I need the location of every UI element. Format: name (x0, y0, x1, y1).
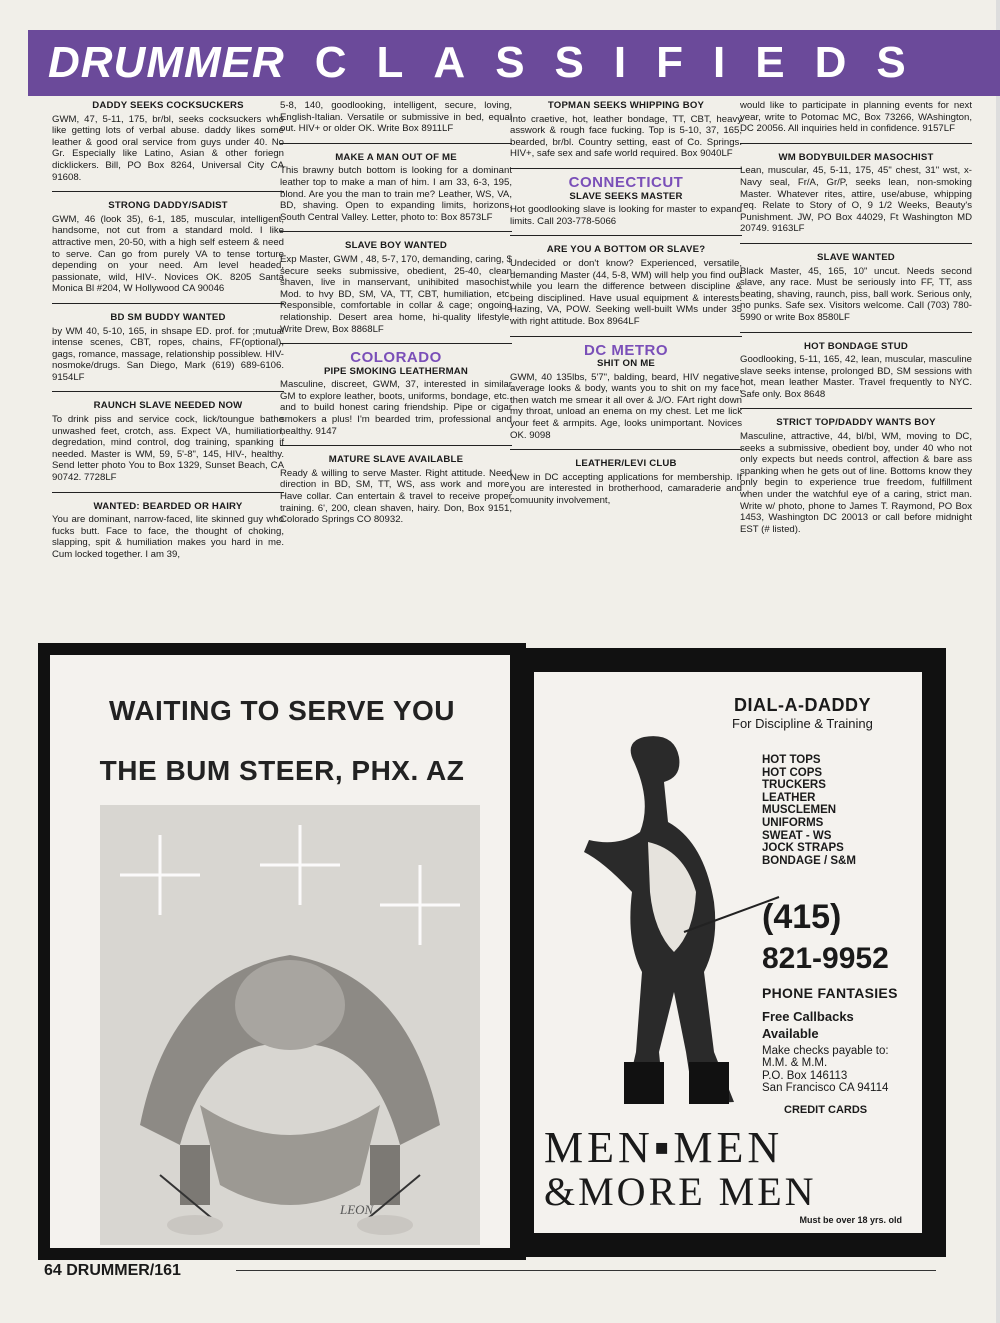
fantasy-list-item: UNIFORMS (762, 816, 824, 829)
fantasy-list-item: JOCK STRAPS (762, 842, 844, 855)
ad-separator (510, 168, 742, 169)
classifieds-banner (28, 30, 1000, 96)
classified-ad-title: HOT BONDAGE STUD (804, 340, 908, 352)
classified-ad-body: Masculine, discreet, GWM, 37, interested in similar GM to explore leather, boots, uniforms, bondage, etc., and to build honest caring friendship. Pipe or cigar smokers a plus! I'm bearded trim, professional and healthy. 9147 (280, 379, 512, 437)
region-heading: COLORADO (350, 349, 442, 367)
fantasy-list (762, 754, 856, 867)
mailing-address (762, 1045, 889, 1095)
classified-ad (280, 454, 512, 526)
bum-steer-headline: WAITING TO SERVE YOU (108, 695, 456, 726)
classified-ad-title: ARE YOU A BOTTOM OR SLAVE? (546, 244, 706, 256)
dial-a-daddy-title: DIAL-A-DADDY (734, 695, 871, 715)
classified-ad-body: Undecided or don't know? Experienced, versatile, demanding Master (44, 5-8, WM) will help you find out while you learn the difference between discipline & being disciplined. Have usual equipment & interests. Hazing, VA, POW. Seeking well-built WMs under 35 with right attitude. Box 8964LF (510, 257, 742, 327)
fantasy-list-item: HOT TOPS (762, 754, 821, 766)
column-2 (280, 100, 512, 532)
classified-ad-body: New in DC accepting applications for membership. If you are interested in brotherhood, camaraderie and comuunity involvement, (510, 471, 742, 507)
address-line: San Francisco CA 94114 (762, 1082, 889, 1095)
bum-steer-advert-panel (50, 655, 514, 1248)
ad-separator (280, 231, 512, 232)
ad-separator (280, 143, 512, 144)
crouching-figure-illustration (100, 805, 480, 1245)
fantasy-list-item: SWEAT - WS (762, 829, 832, 842)
classified-ad (510, 458, 742, 506)
ad-separator (740, 332, 972, 333)
classified-ad (510, 244, 742, 327)
classified-ad-body: Exp Master, GWM , 48, 5-7, 170, demanding, caring, $ secure seeks submissive, obedient, 25-40, clean shaven, live in manservant, unihibited masochist. Mod. to hvy BD, SM, VA, TT, CBT, humiliation, etc. Responsible, comfortable in collar & cage; ongoing relationship. Desert area home, hi-quality lifestyle. Write Drew, Box 8868LF (280, 253, 512, 335)
ad-separator (740, 243, 972, 244)
column-4 (740, 100, 972, 541)
ad-separator (740, 408, 972, 409)
classified-ad-body: Black Master, 45, 165, 10" uncut. Needs second slave, any race. Must be seriously into FF, TT, ass beating, shaving, raunch, piss, ball work. Serious only, no punks. Safe sex. Visitors welcome. Call (703) 780-5990 or write Box 8580LF (740, 265, 972, 323)
ad-separator (280, 343, 512, 344)
classified-ad-title: WM BODYBUILDER MASOCHIST (778, 151, 934, 163)
classified-ad (280, 366, 512, 438)
classified-ad-body: by WM 40, 5-10, 165, in shsape ED. prof. for ;mutual intense scenes, CBT, ropes, chains, FF(optional), gags, romance, massage, relationship possiblew. HIV- nosmoke/drugs. San Diego, Mark (619) 689-6106. 9154LF (52, 325, 284, 383)
region-heading: CONNECTICUT (568, 173, 684, 191)
fantasy-list-item: TRUCKERS (762, 779, 826, 792)
classified-ad-body: would like to participate in planning events for next year, write to Potomac MC, Box 73266, WAshington, DC 20056. All inquiries held in confidence. 9157LF (740, 100, 972, 135)
phone-number: 821-9952 (762, 942, 889, 975)
classified-ad-title: RAUNCH SLAVE NEEDED NOW (93, 400, 243, 412)
fantasy-list-item: HOT COPS (762, 766, 823, 779)
address-line: Make checks payable to: (762, 1045, 889, 1057)
classified-ad-body: To drink piss and service cock, lick/toungue bathe unwashed feet, crotch, ass. Expect VA, humiliation, degredation, mind control, dog training, spanking if needed. Master is WM, 59, 5'-8", 145, HIV-, healthy. Send letter photo You to Box 1329, Sunset Beach, CA 90742. 7728LF (52, 414, 284, 484)
classified-ad (52, 400, 284, 483)
dial-a-daddy-subtitle: For Discipline & Training (732, 716, 873, 731)
fantasy-list-item: BONDAGE / S&M (762, 854, 856, 867)
ad-separator (280, 445, 512, 446)
fantasy-list-item: LEATHER (762, 791, 816, 804)
dial-a-daddy-panel (534, 672, 922, 1233)
artist-signature: LEON (340, 1202, 374, 1217)
classified-ad-body: Into craetive, hot, leather bondage, TT, CBT, heavy asswork & rough face fucking. Top is 5-10, 37, 165, bearded, br/bl. Country setting, east of Co. Springs. HIV+, safe sex and safe world required. Box 9040LF (510, 113, 742, 160)
ad-separator (52, 191, 284, 192)
classified-ad-body: This brawny butch bottom is looking for a dominant leather top to make a man of him. I am 33, 6-3, 195, blond. Are you the man to train me? Leather, WS, VA, BD, shaving. Open to expanding limits, horizons. South Central Valley. Letter, photo to: Box 8573LF (280, 165, 512, 223)
age-notice: Must be over 18 yrs. old (799, 1215, 902, 1225)
phone-area-code: (415) (762, 898, 842, 936)
banner-subtitle: CLASSIFIEDS (314, 38, 936, 87)
classified-ad-title: STRICT TOP/DADDY WANTS BOY (776, 417, 936, 429)
ad-separator (52, 391, 284, 392)
ad-separator (510, 336, 742, 337)
classified-ad (280, 152, 512, 224)
men-men-slogan: MEN▪MEN (544, 1123, 784, 1172)
page-edge (996, 0, 1000, 1323)
classified-ad-body: Hot goodlooking slave is looking for master to expand limits. Call 203-778-5066 (510, 204, 742, 227)
ad-separator (52, 492, 284, 493)
classified-ad (52, 501, 284, 561)
classified-ad-title: MAKE A MAN OUT OF ME (335, 151, 457, 163)
classified-ad (510, 191, 742, 228)
ad-separator (510, 235, 742, 236)
bum-steer-advert (38, 643, 526, 1260)
footer-rule (236, 1270, 936, 1271)
ad-separator (740, 143, 972, 144)
classified-ad-body: Goodlooking, 5-11, 165, 42, lean, muscular, masculine slave seeks intense, prolonged BD, SM sessions with hot, mean leather Master. Travel frequently to NYC. Safe only. Box 8648 (740, 354, 972, 400)
more-men-slogan: &MORE MEN (544, 1169, 817, 1214)
classified-ad-title: TOPMAN SEEKS WHIPPING BOY (547, 100, 705, 111)
classified-ad-body: GWM, 47, 5-11, 175, br/bl, seeks cocksuckers who like getting lots of verbal abuse. daddy likes some leather & good oral service from guys under 40. No Gr. Especially like Latino, Asian & other foriegn dicklickers. Bill, PO Box 8264, Universal City CA 91608. (52, 113, 284, 183)
column-3 (510, 100, 742, 513)
banner-title: DRUMMER (48, 38, 285, 87)
standing-figure-illustration (564, 732, 784, 1122)
classified-ad (280, 100, 512, 135)
classified-ad (52, 312, 284, 384)
classified-ad (52, 100, 284, 183)
region-heading: DC METRO (584, 341, 668, 359)
ad-separator (510, 449, 742, 450)
classified-ad (740, 417, 972, 535)
classified-ad (740, 100, 972, 135)
page-folio: 64 DRUMMER/161 (44, 1262, 181, 1279)
classified-ad (740, 341, 972, 401)
credit-cards-label: CREDIT CARDS (784, 1104, 868, 1116)
classified-ad-body: Masculine, attractive, 44, bl/bl, WM, moving to DC, seeks a submissive, obedient boy, under 40 who not only expects but needs control, affection & bare ass spanking when he gets out of line. Bottoms know they only begin to experience true freedom, fulfillment when under the watchful eye of a caring, strict man. Write w/ photo, phone to James T. Raymond, PO Box 1453, Washington DC 20013 or call before midnight EST (# listed). (740, 431, 972, 535)
classified-ad-title: STRONG DADDY/SADIST (108, 200, 228, 212)
classified-ad-body: You are dominant, narrow-faced, lite skinned guy who fucks butt. Face to face, the thought of choking, slapping, spit & humiliation makes you hard in me. Cum locked together. I am 39, (52, 514, 284, 560)
classified-ad-body: GWM, 40 135lbs, 5'7", balding, beard, HIV negative, average looks & body, wants you to shit on my face, then watch me smear it all over & J/O. FArt right down my throat, unload an enema on my chest. Let me lick your feet & armpits. Age, looks unimportant. Novices OK. 9098 (510, 371, 742, 441)
classified-ad-body: GWM, 46 (look 35), 6-1, 185, muscular, intelligent, handsome, not cut from a standard mold. I like attractive men, 20-50, with a high self esteem & need to serve. Can go from purely VA to tense torture depending on your need. Am level headed, passionate, wild, HIV-. Novices OK. 8205 Santa Monica Bl #204, W Hollywood CA 90046 (52, 213, 284, 295)
bum-steer-location: THE BUM STEER, PHX. AZ (99, 755, 465, 786)
address-line: M.M. & M.M. (762, 1057, 828, 1070)
dial-a-daddy-advert (510, 648, 946, 1257)
available-label: Available (762, 1026, 819, 1041)
classified-ad-title: BD SM BUDDY WANTED (110, 311, 226, 323)
classified-ad-title: SHIT ON ME (597, 358, 655, 370)
classified-ad-title: WANTED: BEARDED OR HAIRY (93, 500, 243, 512)
classified-ad (740, 152, 972, 235)
classified-ad-title: MATURE SLAVE AVAILABLE (328, 454, 464, 466)
classified-ad-body: Ready & willing to serve Master. Right attitude. Need direction in BD, SM, TT, WS, ass work and more. Have collar. Can entertain & travel to receive proper training. 6', 200, clean shaven, hairy. Don, Box 9151, Colorado Springs CO 80932. (280, 467, 512, 526)
classified-ad (280, 240, 512, 335)
classified-ad-title: SLAVE WANTED (817, 251, 895, 263)
ad-separator (52, 303, 284, 304)
classified-ad-title: SLAVE SEEKS MASTER (569, 190, 683, 202)
classified-ad-title: SLAVE BOY WANTED (345, 240, 447, 252)
classified-ad-body: 5-8, 140, goodlooking, intelligent, secure, loving, English-Italian. Versatile or submissive in bed, equal out. HIV+ or older OK. Write Box 8911LF (280, 100, 512, 135)
classified-ad (510, 358, 742, 441)
fantasy-list-item: MUSCLEMEN (762, 804, 837, 817)
column-1 (52, 100, 284, 567)
classified-ad (510, 100, 742, 160)
classified-ad (740, 252, 972, 324)
free-callbacks-label: Free Callbacks (762, 1009, 854, 1024)
classified-ad-title: PIPE SMOKING LEATHERMAN (323, 365, 469, 377)
phone-fantasies-label: PHONE FANTASIES (762, 985, 898, 1001)
classified-ad-title: LEATHER/LEVI CLUB (575, 458, 677, 470)
classified-ad-title: DADDY SEEKS COCKSUCKERS (92, 100, 244, 111)
classified-ad (52, 200, 284, 295)
classified-ad-body: Lean, muscular, 45, 5-11, 175, 45" chest, 31" wst, x-Navy seal, Fr/A, Gr/P, seeks lean, non-smoking Master. Whatever rites, attire, use/abuse, whipping req. Relate to Story of O, 9 1/2 Weeks, Beauty's Punishment. JW, PO Box 44029, Ft Washington MD 20749. 9163LF (740, 165, 972, 235)
address-line: P.O. Box 146113 (762, 1069, 848, 1082)
